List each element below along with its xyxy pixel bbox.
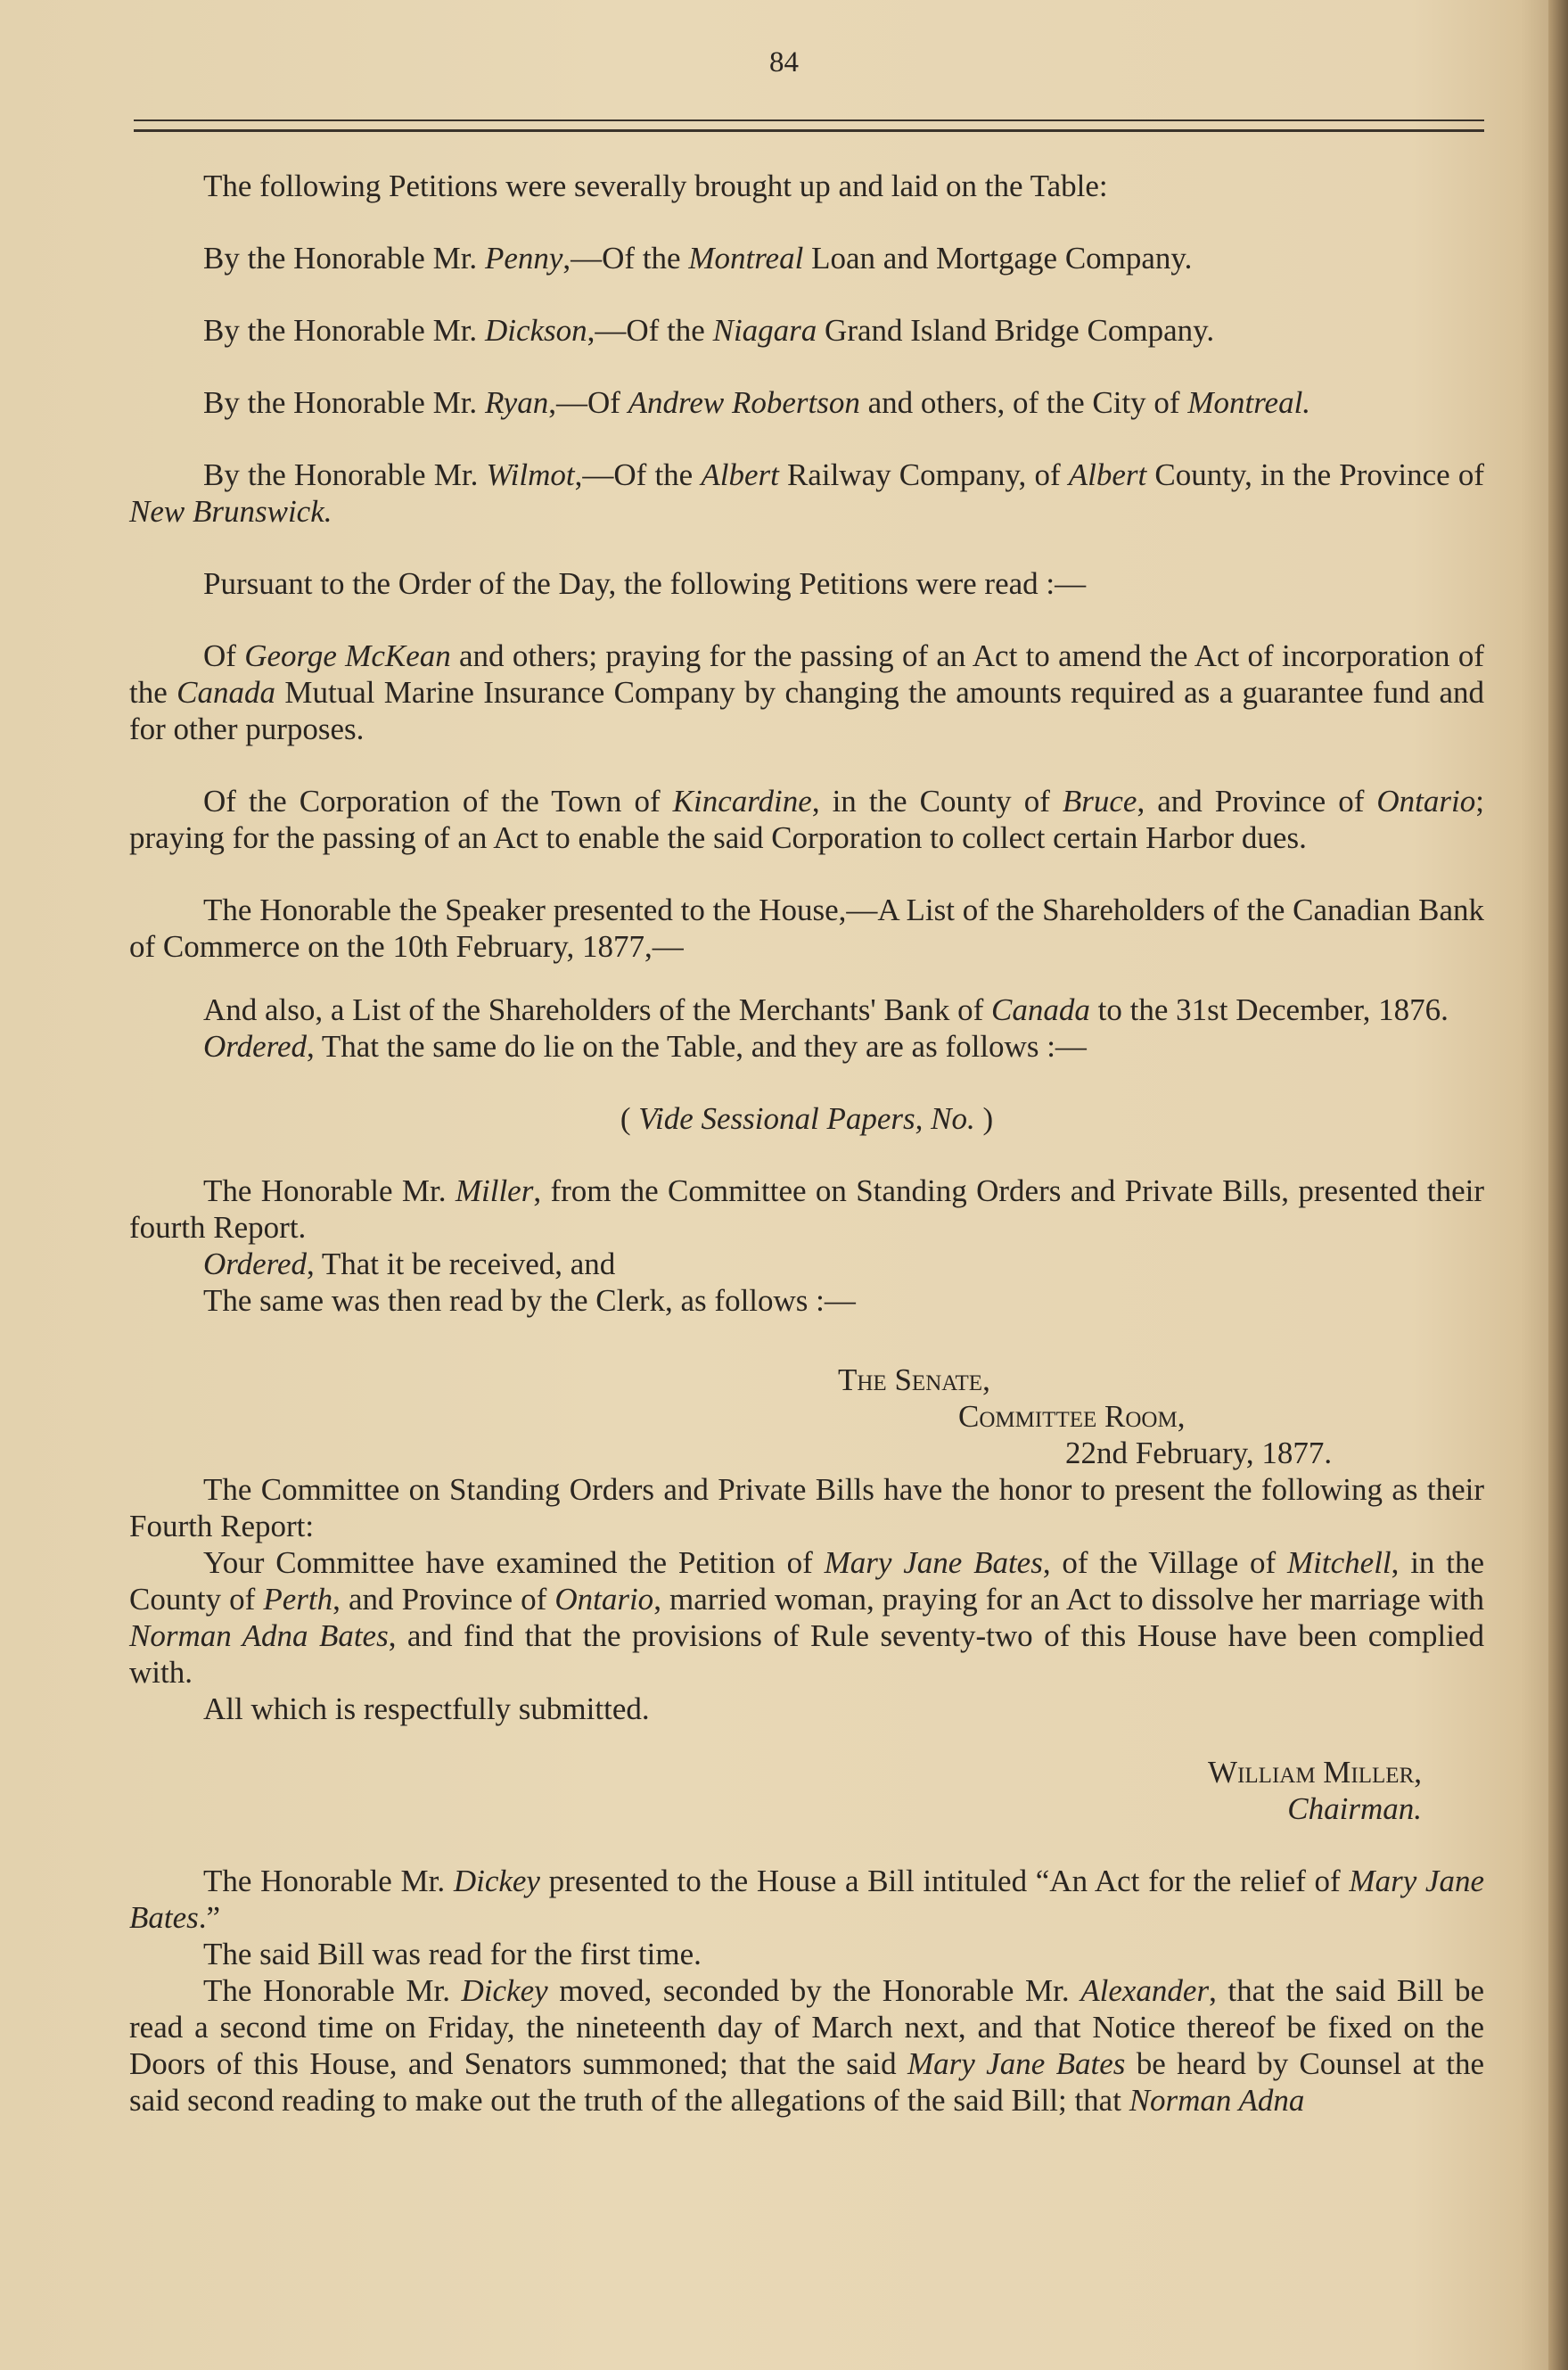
signature-name: William Miller, — [1208, 1755, 1422, 1790]
dickey-bill: The Honorable Mr. Dickey presented to the House a Bill intituled “An Act for the relief of Mary Jane Bates.” — [129, 1864, 1484, 1935]
page-number: 84 — [769, 46, 799, 78]
merchants-list: And also, a List of the Shareholders of the Merchants' Bank of Canada to the 31st December, 1876. — [203, 992, 1449, 1027]
petition-ryan: By the Honorable Mr. Ryan,—Of Andrew Robertson and others, of the City of Montreal. — [203, 385, 1311, 420]
petition-penny: By the Honorable Mr. Penny,—Of the Montreal Loan and Mortgage Company. — [203, 241, 1193, 276]
signature-title: Chairman. — [1287, 1791, 1422, 1826]
petition-kincardine: Of the Corporation of the Town of Kincardine, in the County of Bruce, and Province of Ontario; praying for the passing of an Act to enable the said Corporation to collect certain Harbor dues. — [129, 784, 1484, 855]
ordered-received: Ordered, That it be received, and — [203, 1247, 616, 1281]
header-rule-thin — [134, 119, 1484, 121]
petitions-intro: The following Petitions were severally brought up and laid on the Table: — [203, 169, 1108, 203]
read-by-clerk: The same was then read by the Clerk, as follows :— — [203, 1283, 856, 1318]
report-heading-date: 22nd February, 1877. — [1065, 1436, 1333, 1470]
header-rule-thick — [134, 129, 1484, 132]
committee-report-intro: The Committee on Standing Orders and Private Bills have the honor to present the following as their Fourth Report: — [129, 1472, 1484, 1543]
report-heading-senate: The Senate, — [838, 1362, 990, 1397]
vide-sessional-papers: ( Vide Sessional Papers, No. ) — [620, 1101, 994, 1136]
speaker-list: The Honorable the Speaker presented to the House,—A List of the Shareholders of the Canadian Bank of Commerce on the 10th February, 1877,— — [129, 893, 1484, 964]
page-body — [129, 168, 1484, 2119]
petition-wilmot: By the Honorable Mr. Wilmot,—Of the Albert Railway Company, of Albert County, in the Province of New Brunswick. — [129, 457, 1484, 529]
first-reading: The said Bill was read for the first time. — [203, 1937, 702, 1971]
petition-dickson: By the Honorable Mr. Dickson,—Of the Niagara Grand Island Bridge Company. — [203, 313, 1215, 348]
ordered-table: Ordered, That the same do lie on the Table, and they are as follows :— — [203, 1029, 1087, 1064]
petition-mckean: Of George McKean and others; praying for the passing of an Act to amend the Act of incorporation of the Canada Mutual Marine Insurance Company by changing the amounts required as a guarantee fund and for other purposes. — [129, 638, 1484, 746]
miller-report: The Honorable Mr. Miller, from the Committee on Standing Orders and Private Bills, presented their fourth Report. — [129, 1173, 1485, 1245]
dickey-motion: The Honorable Mr. Dickey moved, seconded by the Honorable Mr. Alexander, that the said Bill be read a second time on Friday, the nineteenth day of March next, and that Notice thereof be fixed on the Doors of this House, and Senators summoned; that the said Mary Jane Bates be heard by Counsel at the said second reading to make out the truth of the allegations of the said Bill; that Norman Adna — [129, 1973, 1485, 2118]
report-heading-room: Committee Room, — [958, 1399, 1186, 1434]
page-binding-edge — [1548, 0, 1568, 2370]
committee-report-body: Your Committee have examined the Petition of Mary Jane Bates, of the Village of Mitchell, in the County of Perth, and Province of Ontario, married woman, praying for an Act to dissolve her marriage with Norman Adna Bates, and find that the provisions of Rule seventy-two of this House have been complied with. — [129, 1545, 1484, 1690]
order-of-day: Pursuant to the Order of the Day, the following Petitions were read :— — [203, 566, 1087, 601]
respectfully-submitted: All which is respectfully submitted. — [203, 1691, 650, 1726]
